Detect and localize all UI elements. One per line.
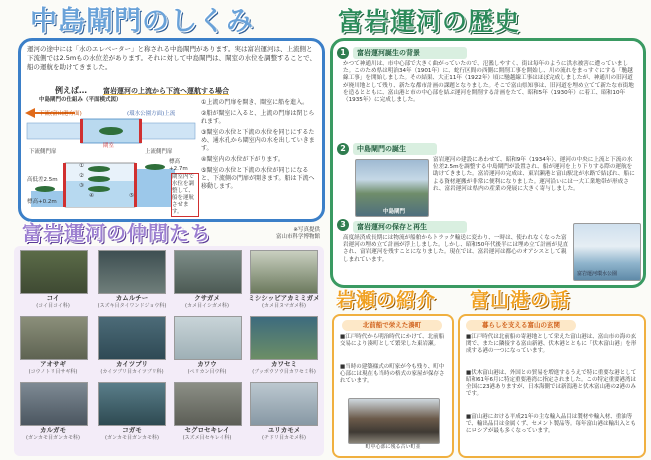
step-item: ②船が閘室に入ると、上流の門扉は閉じられます。 [201, 110, 315, 125]
gate-down [80, 119, 83, 143]
history-text-3: 高度経済成長期には物流が船舶からトラック輸送に変わり、一時は、使われなくなった富岩運河の埋め立て計画が浮上しました。しかし、昭和50年代後半には埋め立て計画が見直され、富岩運河を残すことになりました。現在では、富岩運河は都心のオアシスとして親しまれています。 [343, 235, 569, 263]
photo-credit [260, 227, 320, 241]
photo-little-grebe [98, 316, 166, 360]
photo-kansui-caption: 富岩運河環水公園 [577, 271, 618, 277]
lock-intro: 運河の途中には「水のエレベーター」と称される中島閘門があります。実は富岩運河は、上流側と下流側では2.5mもの水位差があります。それに対して中島閘門は、閘室の水位を調整することで、船の運航を助けてきました。 [27, 45, 317, 71]
history-head-1: 富岩運河誕生の背景 [353, 47, 467, 59]
port-panel [458, 314, 646, 458]
creature-name: コイ [46, 294, 60, 302]
cap-8 [18, 425, 88, 441]
creature-name: カムルチー [115, 294, 149, 302]
cap-4 [18, 359, 88, 375]
photo-cormorant [174, 316, 242, 360]
example-text: 富岩運河の上流から下流へ運航する場合 [103, 87, 229, 95]
photo-nakajima-caption: 中島閘門 [383, 209, 406, 215]
history-head-2: 中島閘門の誕生 [353, 143, 437, 155]
photo-carp [20, 250, 88, 294]
cap-11 [246, 425, 322, 441]
creature-name: カワセミ [271, 360, 297, 368]
example-label: 例えば… [55, 86, 87, 95]
creature-name: カイツブリ [115, 360, 149, 368]
water-high [135, 169, 175, 207]
gate-r [134, 163, 137, 207]
lock-steps [201, 99, 319, 191]
cap-9 [94, 425, 170, 441]
num-5: ⑤ [129, 193, 134, 199]
water-mid [65, 181, 135, 207]
label-upstream-gate: 上流側門扉 [145, 149, 173, 155]
canal-lower [27, 123, 81, 139]
label-upstream: (環水公園方面)上流 [127, 111, 176, 117]
cap-0 [18, 293, 88, 309]
step-item: ⑤閘室の水位と下流の水位が同じになると、下流側の門扉が開きます。船は下流へ移動します。 [201, 167, 315, 190]
boat-1 [88, 166, 110, 172]
section-title-iwase: 岩瀬の紹介 [336, 289, 437, 311]
label-gate: 閘室 [103, 143, 115, 149]
history-badge-3: 3 [337, 219, 349, 231]
lock-diagram [25, 97, 197, 214]
creature-name: ユリカモメ [267, 426, 301, 434]
section-title-creatures: 富岩運河の仲間たち [22, 221, 211, 245]
creature-class: (スズメ目セキレイ科) [182, 435, 232, 441]
label-downstream: 下流(富山港方面) [39, 111, 82, 117]
num-2: ② [79, 173, 84, 179]
photo-spot-billed-duck [20, 382, 88, 426]
creature-name: クサガメ [194, 294, 220, 302]
photo-reeves-turtle [174, 250, 242, 294]
cap-10 [172, 425, 242, 441]
iwase-bullet: ■江戸時代から明治時代にかけて、北前船交易により湊町として繁栄した東岩瀬。 [340, 334, 445, 347]
creature-class: (チドリ目カモメ科) [262, 435, 306, 441]
port-bullet: ■江戸時代は北前船の寄港地として栄えた富山港は、富山市の海の玄関で、またに隣接する富山新港、伏木港とともに「伏木富山港」を形成する港の一つになっています。 [466, 334, 637, 354]
label-note: 閘室内で水位を調整して、船を運航させます。 [171, 173, 199, 217]
num-4: ④ [89, 193, 94, 199]
creature-class: (カイツブリ目カイツブリ科) [100, 369, 164, 375]
history-panel [330, 38, 646, 288]
port-bullet: ■富山港における平成21年の主な輸入品目は製材や輸入材、重油等で、輸出品目は金属くず、セメント製品等。毎年富山港は輸出入ともにロシアが最も多くなっています。 [466, 414, 636, 434]
creature-class: (ブッポウソウ目カワセミ科) [252, 369, 316, 375]
section-title-lock: 中島閘門のしくみ [30, 6, 254, 37]
creature-grid [14, 246, 324, 456]
photo-wagtail [174, 382, 242, 426]
creature-class: (コイ目コイ科) [36, 303, 70, 309]
step-item: ①上流の門扉を開き、閘室に船を進入。 [201, 99, 309, 106]
label-diff: 高低差2.5m [27, 177, 58, 183]
cap-6 [172, 359, 242, 375]
boat-4 [145, 164, 165, 170]
photo-kingfisher [250, 316, 318, 360]
photo-grey-heron [20, 316, 88, 360]
step-item: ③閘室の水位と下流の水位を同じにするため、通水孔から閘室内の水を出していきます。 [201, 129, 315, 152]
history-text-2: 富岩運河の建設にあわせて、昭和9年（1934年）、運河の中央に上流と下流の水位差2.5mを調整する中島閘門が設置され、船が運河を上り下りする際の運航を助けてきました。富岩運河の完成は、東岩瀬港と富山駅北が水路で結ばれ、船による資材運搬が非常に便利になりました。運河沿いには一大工業地帯が形成され、富岩運河は県内の産業の発展に大きく寄与しました。 [433, 157, 635, 192]
creature-class: (カメ目イシガメ科) [185, 303, 229, 309]
num-3: ③ [79, 183, 84, 189]
creature-name: カワウ [197, 360, 217, 368]
creature-name: セグロセキレイ [184, 426, 230, 434]
port-head: 暮らしを支える富山の玄関 [466, 320, 576, 331]
creature-name: カルガモ [40, 426, 66, 434]
cap-7 [244, 359, 324, 375]
iwase-photo-caption: 町中心部に残る古い町並 [365, 444, 421, 450]
cap-5 [92, 359, 172, 375]
section-title-port: 富山港の話 [470, 289, 571, 311]
photo-snakehead [98, 250, 166, 294]
creature-class: (カメ目ヌマガメ科) [262, 303, 306, 309]
label-downstream-gate: 下流側門扉 [29, 149, 57, 155]
cap-3 [244, 293, 324, 309]
gate-l [63, 163, 66, 207]
num-1: ① [79, 163, 84, 169]
gate-up [139, 119, 142, 143]
creature-name: ミシシッピアカミミガメ [248, 294, 320, 302]
photo-credit-line1: ※写真提供 [293, 227, 320, 233]
iwase-panel [332, 314, 454, 458]
creature-class: (ガンカモ目ガンカモ科) [105, 435, 159, 441]
step-item: ④閘室内の水位が下がります。 [201, 156, 284, 163]
photo-red-eared-slider [250, 250, 318, 294]
lock-panel [18, 38, 325, 222]
boat-top [99, 127, 123, 135]
history-badge-2: 2 [337, 143, 349, 155]
label-level-high: 標高+2.7m [169, 159, 188, 172]
iwase-head: 北前船で栄えた湊町 [342, 320, 442, 331]
creature-class: (コウノトリ目サギ科) [28, 369, 78, 375]
photo-iwase-street [348, 398, 440, 444]
diagram-title: 中島閘門の仕組み（平面模式図） [39, 97, 122, 103]
label-level-low: 標高+0.2m [27, 199, 57, 205]
boat-3 [88, 186, 110, 192]
boat-2 [88, 176, 110, 182]
canal-upper [141, 123, 195, 139]
creature-class: (ペリカン目ウ科) [187, 369, 227, 375]
creature-name: アオサギ [40, 360, 66, 368]
boat-5 [35, 186, 55, 192]
iwase-bullet: ■当時の建築様式の町家が今も残り、町中心部には現在も当時の格式の家屋が保存されています。 [340, 364, 445, 384]
history-badge-1: 1 [337, 47, 349, 59]
section-title-history: 富岩運河の歴史 [338, 7, 521, 36]
creature-class: (ガンカモ目ガンカモ科) [26, 435, 80, 441]
cap-1 [94, 293, 170, 309]
photo-credit-line2: 富山市科学博物館 [275, 234, 320, 240]
creature-name: コガモ [122, 426, 142, 434]
history-head-3: 富岩運河の保存と再生 [353, 221, 467, 233]
creature-class: (スズキ目タイワンドジョウ科) [97, 303, 167, 309]
photo-teal [98, 382, 166, 426]
photo-black-headed-gull [250, 382, 318, 426]
port-bullet: ■伏木富山港は、外国との貿易を増進するうえで特に重要な港として昭和61年6月に特定重要港湾に指定されました。この特定重要港湾は全国に23港ありますが、日本海側では新潟港と伏木富山港の2港のみです。 [466, 370, 637, 397]
cap-2 [172, 293, 242, 309]
history-text-1: かつて神通川は、市中心部で大きく曲がっていたので、氾濫しやすく、街は毎年のように洪水被害に遭っていました。このため県は明治34年（1901年）に、蛇行区間の西側に開削工事を開始し、川の流れをまっすぐにする「馳越線工事」を開始しました。その結果、大正11年（1922年）頃に馳越線工事はほぼ完成しましたが、神通川の旧河道が廃川地として残り、新たな都市計画の課題となりました。そこで富山県知事は、旧河道を埋め立てて新たな市街地を造るとともに、富山港と市の中心部を結ぶ運河を開削する計画をたて、昭和5年（1930年）に着工、昭和10年（1935年）に完成しました。 [343, 61, 634, 104]
